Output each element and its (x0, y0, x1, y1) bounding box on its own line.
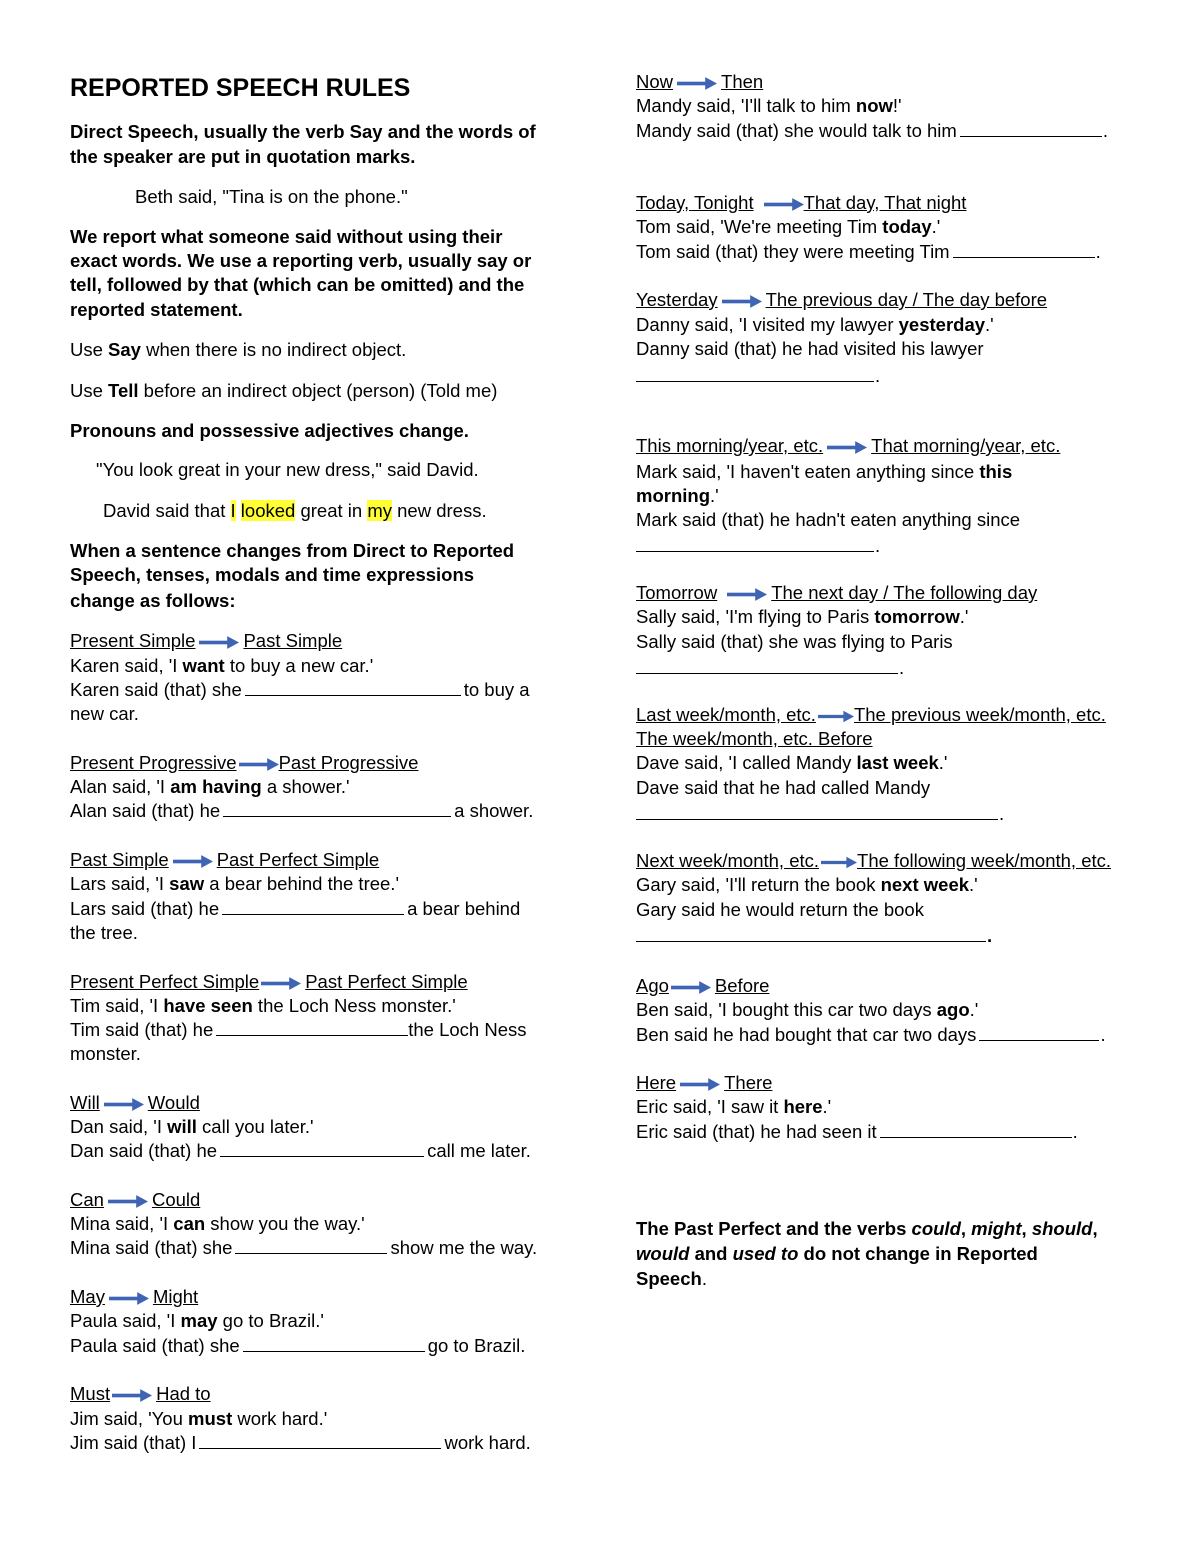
rule-to: The following week/month, etc. (857, 850, 1112, 871)
example-text: Karen said, 'I (70, 655, 183, 676)
example-text: Paula said, 'I (70, 1310, 181, 1331)
reported-text: . (999, 803, 1005, 824)
reported-text: . (1100, 1024, 1106, 1045)
note-verb: could (911, 1218, 961, 1239)
example-keyword: ago (936, 999, 970, 1020)
rule-example-cont (636, 484, 719, 508)
example-text: .' (822, 1096, 832, 1117)
rule-example (636, 1095, 831, 1119)
arrow-right-icon (173, 855, 213, 868)
example-text: Dave said, 'I called Mandy (636, 752, 857, 773)
tell-word: Tell (108, 380, 139, 401)
say-rule (70, 338, 406, 362)
arrow-right-icon (722, 295, 762, 308)
example-text: Mina said, 'I (70, 1213, 174, 1234)
arrow-right-icon (261, 977, 301, 990)
reported-text: Mandy said (that) she would talk to him (636, 120, 957, 141)
reported-text: Eric said (that) he had seen it (636, 1121, 877, 1142)
example-keyword: now (855, 95, 893, 116)
example-keyword: yesterday (898, 314, 986, 335)
reported-text: to buy a (463, 679, 530, 700)
rule-heading-present-simple (70, 629, 342, 653)
rule-heading-present-progressive (70, 751, 418, 775)
arrow-right-icon (104, 1098, 144, 1111)
rule-reported-blank-line (636, 924, 992, 948)
rule-to: Had to (156, 1383, 211, 1404)
rule-example (70, 1212, 365, 1236)
rule-to: Past Simple (243, 630, 343, 651)
example-text: show you the way.' (205, 1213, 365, 1234)
rule-heading-present-perfect (70, 970, 468, 994)
tell-rule-pre: Use (70, 380, 109, 401)
rule-from: Last week/month, etc. (636, 704, 816, 725)
note-text: , (960, 1218, 972, 1239)
rule-from: This morning/year, etc. (636, 435, 824, 456)
arrow-right-icon (827, 441, 867, 454)
rule-example (70, 872, 399, 896)
report-text: We report what someone said without using their (70, 226, 503, 247)
arrow-right-icon (108, 1195, 148, 1208)
arrow-right-icon (199, 636, 239, 649)
example-text: .' (710, 485, 719, 506)
rule-reported-cont: the tree. (70, 922, 138, 943)
rule-to: The previous day / The day before (765, 289, 1048, 310)
answer-blank[interactable] (636, 364, 874, 382)
example-keyword: have seen (163, 995, 253, 1016)
rule-heading-tomorrow (636, 581, 1037, 605)
rule-from: Will (70, 1092, 100, 1113)
rule-reported (70, 1236, 537, 1260)
answer-blank[interactable] (953, 240, 1095, 258)
report-text: reported statement. (70, 299, 243, 320)
example-text: .' (931, 216, 941, 237)
example-keyword: saw (169, 873, 205, 894)
example-keyword: tomorrow (874, 606, 960, 627)
example-text: Alan said, 'I (70, 776, 171, 797)
rule-to: Might (152, 1286, 199, 1307)
rule-from: Now (636, 71, 674, 92)
rule-reported-cont: monster. (70, 1043, 141, 1064)
rule-example (636, 998, 978, 1022)
note-verb: used to (732, 1243, 799, 1264)
example-keyword: morning (636, 485, 710, 506)
rule-from: Ago (636, 975, 669, 996)
example-keyword: here (783, 1096, 823, 1117)
reported-text: . (899, 657, 905, 678)
rule-from: Next week/month, etc. (636, 850, 820, 871)
reported-text: Tim said (that) he (70, 1019, 214, 1040)
rule-heading-yesterday (636, 288, 1047, 312)
answer-blank[interactable] (245, 678, 461, 696)
rule-example (636, 313, 994, 337)
rule-to: Past Perfect Simple (305, 971, 468, 992)
example-text: a bear behind the tree.' (204, 873, 399, 894)
reported-text: show me the way. (390, 1237, 538, 1258)
rule-heading-past-simple (70, 848, 379, 872)
rule-to: Would (147, 1092, 200, 1113)
rule-heading-today (636, 191, 966, 215)
arrow-right-icon (764, 198, 804, 211)
example-text: Dan said, 'I (70, 1116, 168, 1137)
example-keyword: want (182, 655, 225, 676)
example-text: Eric said, 'I saw it (636, 1096, 784, 1117)
example-text: .' (985, 314, 994, 335)
rule-from: Can (70, 1189, 104, 1210)
note-text: and (689, 1243, 733, 1264)
rule-example (636, 94, 902, 118)
example-text: Gary said, 'I'll return the book (636, 874, 881, 895)
rule-example (70, 1309, 324, 1333)
answer-blank[interactable] (243, 1334, 425, 1352)
pronoun-direct-example: "You look great in your new dress," said David. (96, 459, 479, 480)
example-text: .' (969, 999, 979, 1020)
pronoun-reported-example (103, 499, 487, 523)
answer-blank[interactable] (960, 119, 1102, 137)
rule-reported-blank-line (636, 802, 1004, 826)
direct-speech-text: the speaker are put in quotation marks. (70, 146, 416, 167)
rule-example (70, 654, 373, 678)
rule-reported (636, 1023, 1106, 1047)
example-text: !' (892, 95, 902, 116)
rule-to: Could (151, 1189, 201, 1210)
example-text: Tim said, 'I (70, 995, 164, 1016)
rule-reported-cont: new car. (70, 703, 139, 724)
rule-heading-here (636, 1071, 772, 1095)
answer-blank[interactable] (880, 1120, 1072, 1138)
example-keyword: will (167, 1116, 197, 1137)
highlight-looked: looked (240, 500, 296, 521)
when-text: Speech, tenses, modals and time expressions (70, 564, 475, 585)
example-text: Lars said, 'I (70, 873, 170, 894)
reported-text: great in (295, 500, 368, 521)
rule-reported (636, 119, 1108, 143)
rule-from: Present Perfect Simple (70, 971, 260, 992)
rule-heading-now (636, 70, 763, 94)
example-text: Sally said, 'I'm flying to Paris (636, 606, 875, 627)
reported-text: Alan said (that) he (70, 800, 221, 821)
answer-blank[interactable] (636, 656, 898, 674)
footer-note-end (636, 1267, 707, 1291)
answer-blank[interactable] (636, 802, 998, 820)
reported-text: . (875, 535, 881, 556)
rule-from: Today, Tonight (636, 192, 754, 213)
rule-heading-ago (636, 974, 769, 998)
example-keyword: next week (880, 874, 970, 895)
example-text: Danny said, 'I visited my lawyer (636, 314, 899, 335)
reported-text: . (875, 365, 881, 386)
rule-heading-may (70, 1285, 198, 1309)
arrow-right-icon (677, 77, 717, 90)
highlight-my: my (367, 500, 392, 521)
rule-example (636, 215, 940, 239)
example-text: Tom said, 'We're meeting Tim (636, 216, 883, 237)
rule-example (636, 751, 947, 775)
tell-rule-post: before an indirect object (person) (Told me) (138, 380, 498, 401)
arrow-right-icon (727, 588, 767, 601)
report-text: tell, followed by that (which can be omitted) and the (70, 274, 525, 295)
rule-to: Then (721, 71, 764, 92)
rule-heading-last-week (636, 703, 1106, 727)
rule-example (70, 1115, 314, 1139)
reported-text: Jim said (that) I (70, 1432, 197, 1453)
reported-text: a shower. (454, 800, 534, 821)
rule-reported (70, 1431, 531, 1455)
rule-to: Past Perfect Simple (216, 849, 380, 870)
rule-reported (70, 1139, 531, 1163)
reported-text: Tom said (that) they were meeting Tim (636, 241, 950, 262)
rule-reported (636, 240, 1101, 264)
example-text: a shower.' (261, 776, 350, 797)
rule-reported: Danny said (that) he had visited his lawyer (636, 338, 984, 359)
rule-reported (70, 678, 530, 702)
rule-example (636, 873, 978, 897)
rule-from: Past Simple (70, 849, 169, 870)
arrow-right-icon (239, 758, 279, 771)
reported-text: the Loch Ness (408, 1019, 527, 1040)
example-text: go to Brazil.' (217, 1310, 324, 1331)
note-verb: might (971, 1218, 1022, 1239)
arrow-right-icon (112, 1389, 152, 1402)
arrow-right-icon (680, 1078, 720, 1091)
arrow-right-icon (818, 710, 854, 723)
answer-blank[interactable] (636, 534, 874, 552)
rule-reported-blank-line (636, 364, 880, 388)
example-keyword: can (173, 1213, 206, 1234)
example-keyword: last week (856, 752, 939, 773)
say-rule-pre: Use (70, 339, 109, 360)
when-text: When a sentence changes from Direct to Reported (70, 540, 515, 561)
reported-text: Paula said (that) she (70, 1335, 240, 1356)
report-text: exact words. We use a reporting verb, usually say or (70, 250, 532, 271)
rule-heading-must (70, 1382, 211, 1406)
rule-to: There (724, 1072, 773, 1093)
note-text: , (1021, 1218, 1032, 1239)
rule-heading-can (70, 1188, 200, 1212)
answer-blank[interactable] (220, 1139, 424, 1157)
example-text: Mandy said, 'I'll talk to him (636, 95, 856, 116)
rule-to: That morning/year, etc. (871, 435, 1061, 456)
say-word: Say (108, 339, 141, 360)
answer-blank[interactable] (979, 1023, 1099, 1041)
reported-text: new dress. (391, 500, 487, 521)
highlight-i: I (230, 500, 236, 521)
rule-heading-will (70, 1091, 200, 1115)
example-text: the Loch Ness monster.' (252, 995, 456, 1016)
reported-text: . (1072, 1121, 1078, 1142)
page-title: REPORTED SPEECH RULES (70, 74, 411, 102)
note-text: do not change in Reported (798, 1243, 1038, 1264)
arrow-right-icon (671, 981, 711, 994)
rule-heading-next-week (636, 849, 1111, 873)
note-text: Speech (636, 1268, 702, 1289)
rule-example (636, 460, 1012, 484)
arrow-right-icon (821, 856, 857, 869)
direct-example: Beth said, "Tina is on the phone." (135, 186, 408, 207)
reported-text: Mina said (that) she (70, 1237, 233, 1258)
answer-blank[interactable] (222, 897, 404, 915)
example-text: .' (969, 874, 978, 895)
reported-text: go to Brazil. (427, 1335, 526, 1356)
rule-to: That day, That night (803, 192, 967, 213)
reported-text: Karen said (that) she (70, 679, 242, 700)
reported-text: David said that (103, 500, 231, 521)
reported-text: . (1102, 120, 1108, 141)
reported-text: call me later. (427, 1140, 531, 1161)
rule-from: Yesterday (636, 289, 718, 310)
example-keyword: may (180, 1310, 218, 1331)
note-verb: would (636, 1243, 690, 1264)
example-text: Ben said, 'I bought this car two days (636, 999, 937, 1020)
footer-note (636, 1217, 1098, 1241)
direct-speech-text: Direct Speech, usually the verb Say and the words of (70, 121, 536, 142)
reported-text: Lars said (that) he (70, 898, 220, 919)
rule-example (636, 605, 968, 629)
rule-reported (70, 1018, 527, 1042)
rule-reported (636, 1120, 1078, 1144)
rule-reported: Sally said (that) she was flying to Paris (636, 631, 953, 652)
example-keyword: must (188, 1408, 233, 1429)
rule-from: Present Simple (70, 630, 196, 651)
rule-from: Present Progressive (70, 752, 237, 773)
reported-text: Ben said he had bought that car two days (636, 1024, 977, 1045)
example-text: .' (938, 752, 948, 773)
rule-reported (70, 1334, 525, 1358)
tell-rule (70, 379, 497, 403)
example-text: .' (959, 606, 969, 627)
rule-to: Past Progressive (278, 752, 419, 773)
reported-text: . (987, 925, 993, 946)
rule-example (70, 775, 350, 799)
rule-from: Here (636, 1072, 677, 1093)
example-keyword: today (882, 216, 932, 237)
rule-heading-this-morning (636, 434, 1060, 458)
answer-blank[interactable] (636, 924, 986, 942)
rule-to: Before (714, 975, 770, 996)
reported-text: work hard. (444, 1432, 531, 1453)
answer-blank[interactable] (216, 1018, 408, 1036)
rule-to: The next day / The following day (771, 582, 1038, 603)
example-text: work hard.' (232, 1408, 328, 1429)
example-text: Mark said, 'I haven't eaten anything since (636, 461, 980, 482)
pronouns-heading: Pronouns and possessive adjectives change. (70, 420, 469, 441)
answer-blank[interactable] (235, 1236, 387, 1254)
rule-reported (70, 897, 520, 921)
example-keyword: am having (170, 776, 262, 797)
note-verb: should (1031, 1218, 1093, 1239)
note-text: The Past Perfect and the verbs (636, 1218, 912, 1239)
example-keyword: this (979, 461, 1013, 482)
rule-from: Must (70, 1383, 111, 1404)
rule-reported: Dave said that he had called Mandy (636, 777, 931, 798)
rule-reported-blank-line (636, 656, 904, 680)
when-text: change as follows: (70, 590, 236, 611)
example-text: to buy a new car.' (224, 655, 374, 676)
arrow-right-icon (109, 1292, 149, 1305)
rule-reported: Mark said (that) he hadn't eaten anything since (636, 509, 1021, 530)
answer-blank[interactable] (223, 799, 451, 817)
footer-note-cont (636, 1242, 1038, 1266)
example-text: call you later.' (196, 1116, 314, 1137)
rule-to: The previous week/month, etc. (853, 704, 1106, 725)
rule-example (70, 1407, 327, 1431)
rule-heading-cont: The week/month, etc. Before (636, 728, 873, 749)
rule-example (70, 994, 456, 1018)
rule-from: Tomorrow (636, 582, 718, 603)
reported-text: Dan said (that) he (70, 1140, 218, 1161)
say-rule-post: when there is no indirect object. (140, 339, 407, 360)
reported-text: . (1095, 241, 1101, 262)
reported-text: a bear behind (407, 898, 521, 919)
rule-reported (70, 799, 533, 823)
example-text: Jim said, 'You (70, 1408, 189, 1429)
rule-reported: Gary said he would return the book (636, 899, 924, 920)
answer-blank[interactable] (199, 1431, 441, 1449)
rule-from: May (70, 1286, 105, 1307)
rule-reported-blank-line (636, 534, 880, 558)
note-text: , (1092, 1218, 1098, 1239)
note-text: . (701, 1268, 707, 1289)
